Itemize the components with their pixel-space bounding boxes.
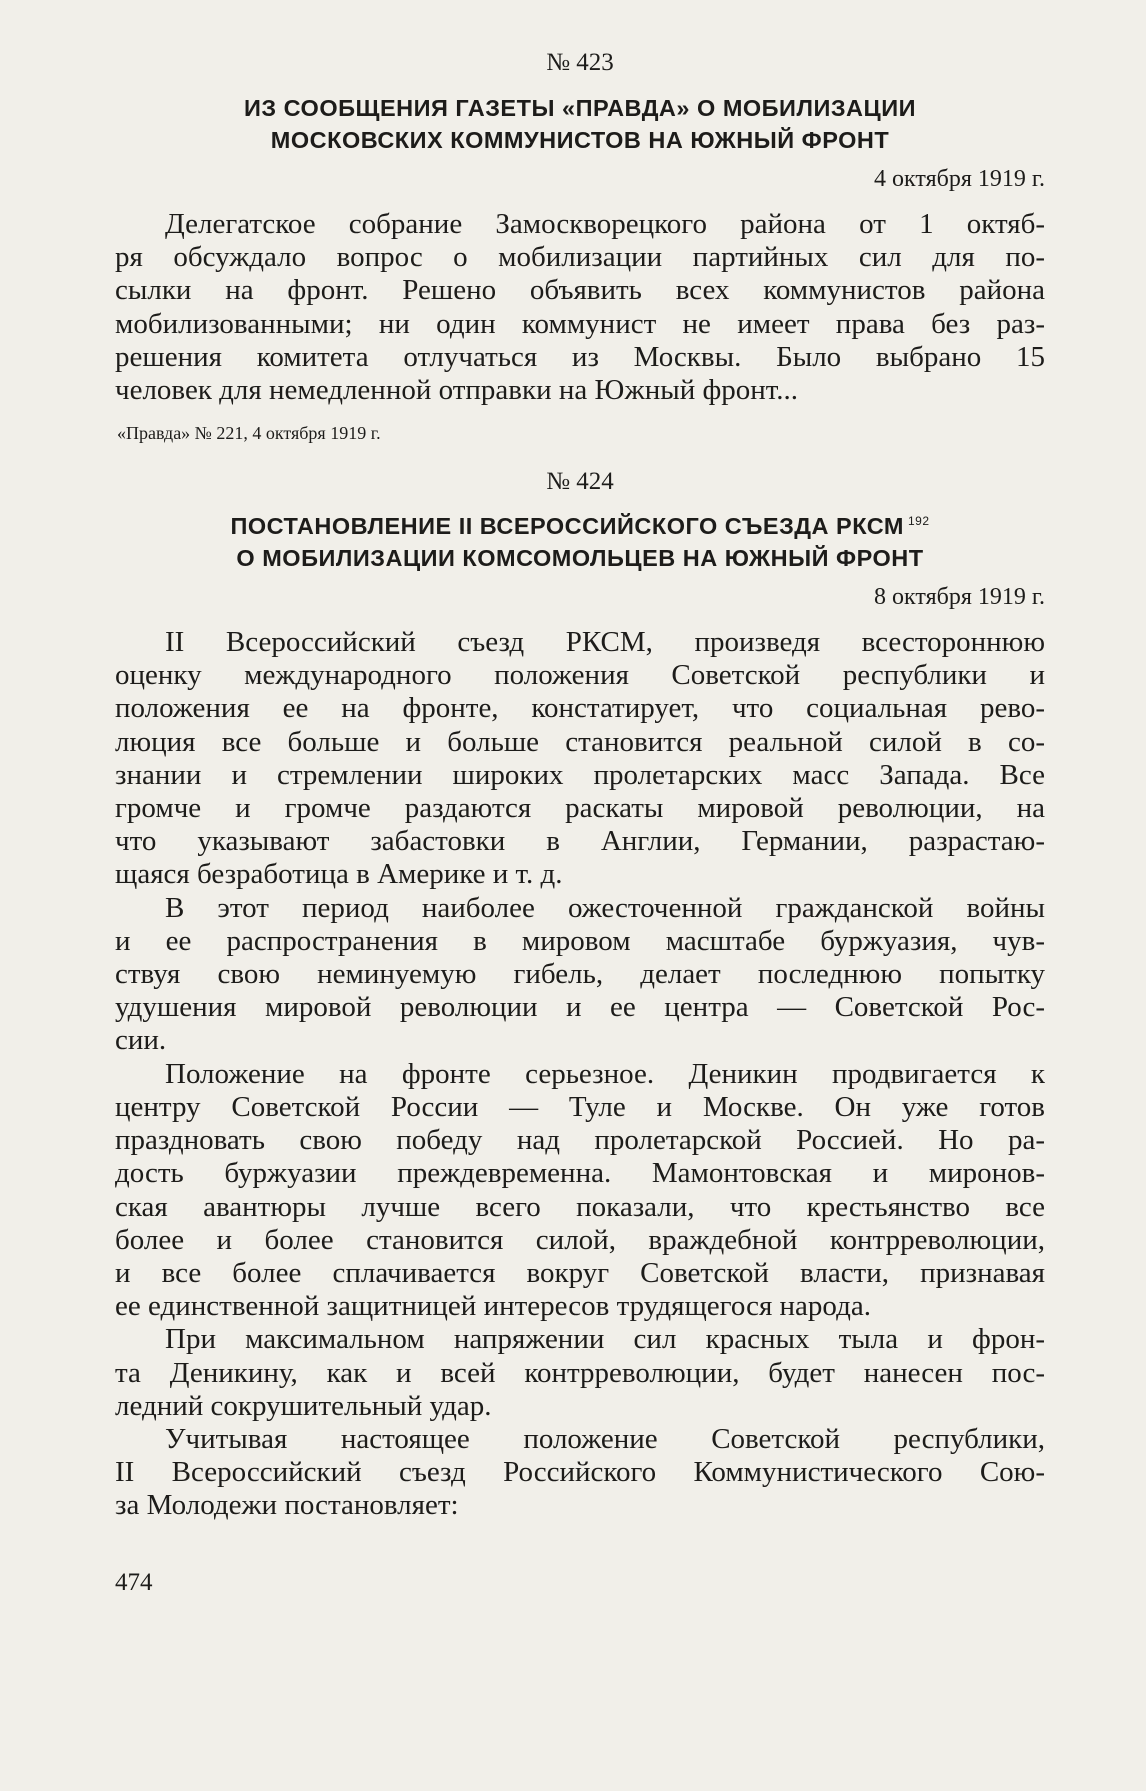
title-text: ПОСТАНОВЛЕНИЕ II ВСЕРОССИЙСКОГО СЪЕЗДА РКСМ xyxy=(230,513,904,540)
text-line: знании и стремлении широких пролетарских масс Запада. Все xyxy=(115,758,1045,791)
text-line: ледний сокрушительный удар. xyxy=(115,1389,492,1422)
title-line: О МОБИЛИЗАЦИИ КОМСОМОЛЬЦЕВ НА ЮЖНЫЙ ФРОНТ xyxy=(236,545,924,572)
text-line: Делегатское собрание Замоскворецкого района от 1 октяб- xyxy=(165,208,1045,240)
footnote-ref: 192 xyxy=(908,514,930,529)
text-line: положения ее на фронте, констатирует, что социальная рево- xyxy=(115,692,1045,725)
document-number: № 424 xyxy=(546,468,614,496)
document-title xyxy=(115,92,1045,156)
text-line: центру Советской России — Туле и Москве. Он уже готов xyxy=(115,1090,1045,1123)
text-line: громче и громче раздаются раскаты мировой революции, на xyxy=(115,792,1045,825)
text-line: Учитывая настоящее положение Советской республики, xyxy=(165,1422,1045,1455)
text-line: ря обсуждало вопрос о мобилизации партийных сил для по- xyxy=(115,241,1045,274)
text-line: за Молодежи постановляет: xyxy=(115,1489,459,1522)
paragraph xyxy=(115,1058,1045,1324)
document-date: 8 октября 1919 г. xyxy=(874,584,1045,611)
text-line: ская авантюры лучше всего показали, что крестьянство все xyxy=(115,1190,1045,1223)
document-title xyxy=(115,505,1045,574)
paragraph xyxy=(115,626,1045,892)
title-line: МОСКОВСКИХ КОММУНИСТОВ НА ЮЖНЫЙ ФРОНТ xyxy=(270,127,890,153)
paragraph xyxy=(115,1423,1045,1523)
page-number: 474 xyxy=(115,1569,153,1596)
title-line xyxy=(115,505,1045,542)
text-line: щаяся безработица в Америке и т. д. xyxy=(115,858,563,891)
document-page xyxy=(115,48,1045,1523)
document-number: № 423 xyxy=(546,49,614,76)
text-line: люция все больше и больше становится реальной силой в со- xyxy=(115,725,1045,758)
text-line: дость буржуазии преждевременна. Мамонтовская и миронов- xyxy=(115,1157,1045,1190)
text-line: ствуя свою неминуемую гибель, делает последнюю попытку xyxy=(115,958,1045,991)
document-424 xyxy=(115,467,1045,1522)
text-line: решения комитета отлучаться из Москвы. Было выбрано 15 xyxy=(115,340,1045,373)
title-line: ИЗ СООБЩЕНИЯ ГАЗЕТЫ «ПРАВДА» О МОБИЛИЗАЦИИ xyxy=(244,95,916,121)
text-line: При максимальном напряжении сил красных тыла и фрон- xyxy=(165,1323,1045,1356)
text-line: оценку международного положения Советской республики и xyxy=(115,659,1045,692)
text-line: та Деникину, как и всей контрреволюции, будет нанесен пос- xyxy=(115,1356,1045,1389)
text-line: человек для немедленной отправки на Южный фронт... xyxy=(115,374,799,407)
text-line: что указывают забастовки в Англии, Германии, разрастаю- xyxy=(115,825,1045,858)
paragraph xyxy=(115,892,1045,1058)
text-line: мобилизованными; ни один коммунист не имеет права без раз- xyxy=(115,307,1045,340)
document-date: 4 октября 1919 г. xyxy=(874,166,1045,192)
text-line: и ее распространения в мировом масштабе буржуазия, чув- xyxy=(115,924,1045,957)
text-line: II Всероссийский съезд Российского Коммунистического Сою- xyxy=(115,1456,1045,1489)
text-line: II Всероссийский съезд РКСМ, произведя всестороннюю xyxy=(165,626,1045,659)
text-line: ее единственной защитницей интересов трудящегося народа. xyxy=(115,1290,871,1323)
text-line: удушения мировой революции и ее центра — Советской Рос- xyxy=(115,991,1045,1024)
text-line: сии. xyxy=(115,1024,167,1057)
text-line: сылки на фронт. Решено объявить всех коммунистов района xyxy=(115,274,1045,307)
text-line: В этот период наиболее ожесточенной гражданской войны xyxy=(165,891,1045,924)
text-line: и все более сплачивается вокруг Советской власти, признавая xyxy=(115,1256,1045,1289)
paragraph xyxy=(115,1323,1045,1423)
text-line: более и более становится силой, враждебной контрреволюции, xyxy=(115,1223,1045,1256)
text-line: праздновать свою победу над пролетарской Россией. Но ра- xyxy=(115,1124,1045,1157)
source-citation: «Правда» № 221, 4 октября 1919 г. xyxy=(117,423,381,444)
document-423 xyxy=(115,48,1045,445)
text-line: Положение на фронте серьезное. Деникин продвигается к xyxy=(165,1057,1045,1090)
paragraph xyxy=(115,208,1045,407)
